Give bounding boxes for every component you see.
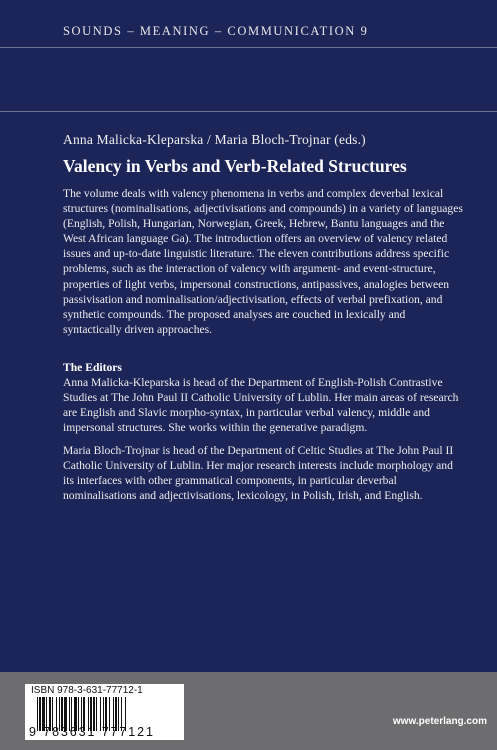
book-title: Valency in Verbs and Verb-Related Structures bbox=[63, 156, 407, 176]
publisher-url: www.peterlang.com bbox=[392, 716, 487, 727]
ean-digits: 9 783631 777121 bbox=[29, 725, 155, 739]
series-title: SOUNDS – MEANING – COMMUNICATION 9 bbox=[63, 24, 369, 38]
cover-footer bbox=[0, 672, 497, 750]
book-description: The volume deals with valency phenomena in verbs and complex deverbal lexical structures (nominalisations, adjectivisations and compounds) in a variety of languages (English, Polish, Hungarian, Norwegian, Greek, Hebrew, Bantu languages and the West African language Ga). The introduction offers an overview of valency related issues and up-to-date linguistic literature. The eleven contributions address specific problems, such as the interaction of valency with argument- and event-structure, properties of light verbs, impersonal constructions, antipassives, analogies between passivisation and nominalisation/adjectivisation, effects of verbal prefixation, and synthetic compounds. The proposed analyses are couched in lexically and syntactically driven approaches. bbox=[63, 187, 463, 336]
editor-bio-2: Maria Bloch-Trojnar is head of the Department of Celtic Studies at The John Paul II Catholic University of Lublin. Her major research interests include morphology and its interfaces with other grammatical components, in particular deverbal nominalisations and adjectivisations, lexicology, in Polish, Irish, and English. bbox=[63, 444, 454, 503]
book-authors: Anna Malicka-Kleparska / Maria Bloch-Trojnar (eds.) bbox=[63, 132, 366, 147]
editor-bio-1: Anna Malicka-Kleparska is head of the Department of English-Polish Contrastive Studies at The John Paul II Catholic University of Lublin. Her main areas of research are English and Slavic morpho-syntax, in particular verbal valency, middle and impersonal structures. She works within the generative paradigm. bbox=[63, 376, 459, 435]
upper-divider bbox=[0, 111, 497, 112]
barcode bbox=[25, 684, 184, 740]
editors-heading: The Editors bbox=[63, 361, 122, 374]
top-divider bbox=[0, 47, 497, 48]
isbn-number: ISBN 978-3-631-77712-1 bbox=[31, 685, 143, 696]
